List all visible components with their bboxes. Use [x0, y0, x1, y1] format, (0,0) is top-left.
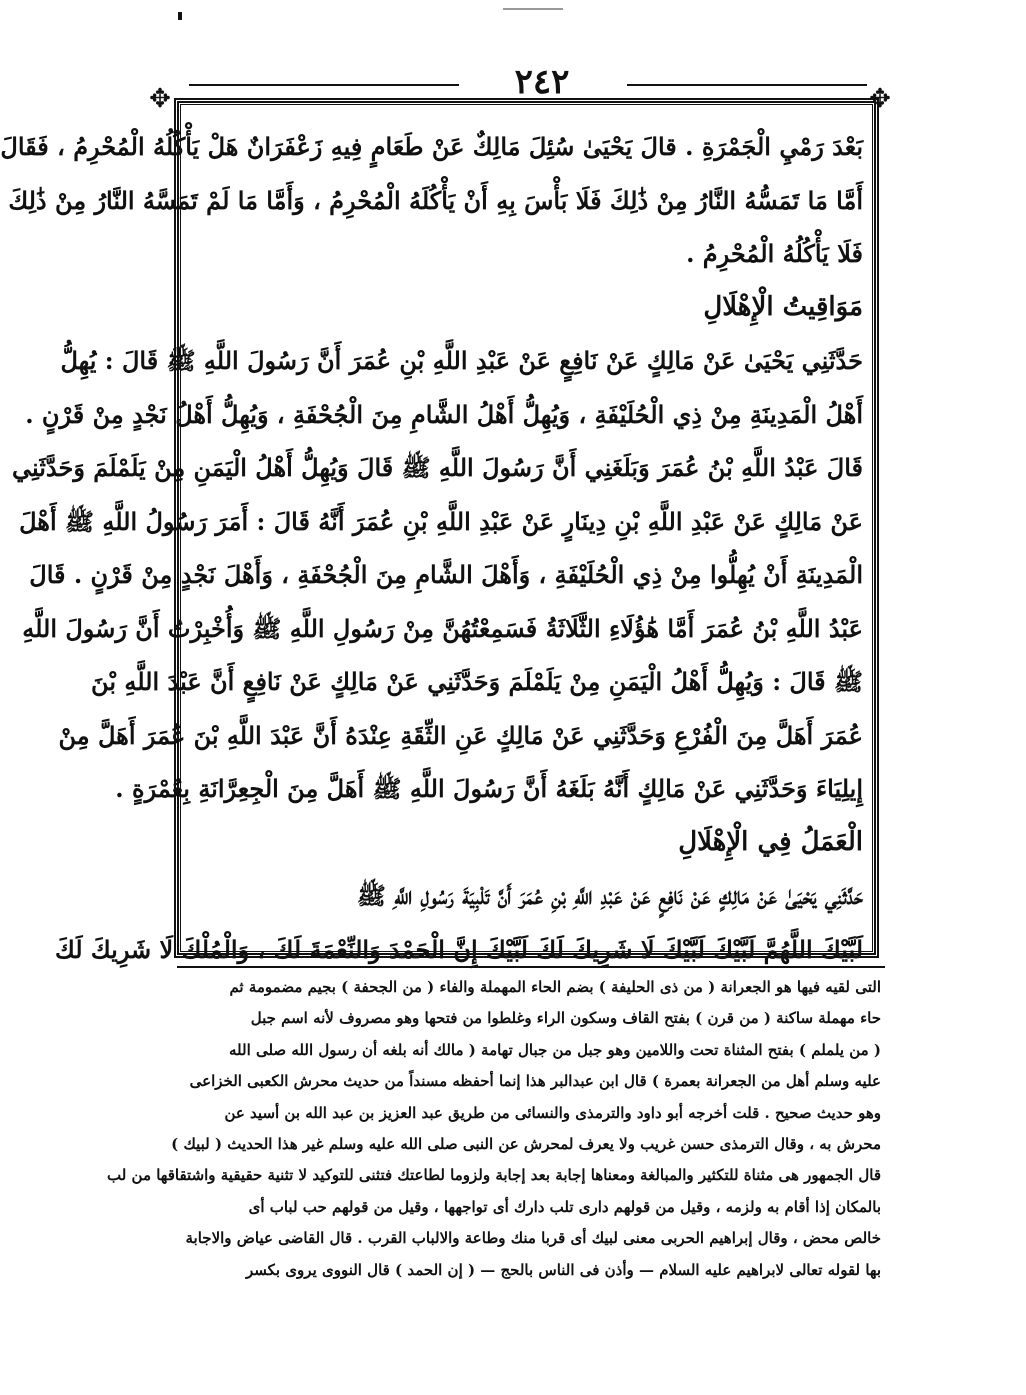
footnote-line: ( من يلملم ) بفتح المثناة تحت واللامين وهو جبل من جبال تهامة ( مالك أنه بلغه أن رسول الله صلى الله	[228, 1040, 881, 1059]
footnote-line: التى لقيه فيها هو الجعرانة ( من ذى الحليفة ) بضم الحاء المهملة والفاء ( من الجحفة ) بجيم مضمومة ثم	[229, 978, 881, 996]
footnote-divider	[177, 966, 885, 968]
ornament-corner-top-right: ✥	[869, 84, 891, 114]
text-line: الْمَدِينَةِ أَنْ يُهِلُّوا مِنْ ذِي الْحُلَيْفَةِ ، وَأَهْلَ الشَّامِ مِنَ الْجُحْفَةِ ، وَأَهْلَ نَجْدٍ مِنْ قَرْنٍ . قَالَ	[29, 560, 863, 589]
text-line: عَنْ مَالِكٍ عَنْ عَبْدِ اللَّهِ بْنِ دِينَارٍ عَنْ عَبْدِ اللَّهِ بْنِ عُمَرَ أَنَّهُ قَالَ : أَمَرَ رَسُولُ اللَّهِ ﷺ أَهْلَ	[19, 506, 863, 536]
footnote-line: وهو حديث صحيح . قلت أخرجه أبو داود والترمذى والنسائى من طريق عبد العزيز بن عبد الله بن أسيد عن	[224, 1103, 881, 1122]
top-scan-mark	[503, 8, 563, 10]
text-line: عُمَرَ أَهَلَّ مِنَ الْفُرْعِ وَحَدَّثَنِي عَنْ مَالِكٍ عَنِ الثِّقَةِ عِنْدَهُ أَنَّ عَبْدَ اللَّهِ بْنَ عُمَرَ أَهَلَّ مِنْ	[58, 720, 863, 750]
text-line: حَدَّثَنِي يَحْيَىٰ عَنْ مَالِكٍ عَنْ نَافِعٍ عَنْ عَبْدِ اللَّهِ بْنِ عُمَرَ أَنَّ تَلْبِيَةَ رَسُولِ اللَّهِ ﷺ	[356, 881, 863, 910]
text-line: إِيلِيَاءَ وَحَدَّثَنِي عَنْ مَالِكٍ أَنَّهُ بَلَغَهُ أَنَّ رَسُولَ اللَّهِ ﷺ أَهَلَّ مِنَ الْجِعِرَّانَةِ بِعُمْرَةٍ .	[115, 774, 863, 803]
text-line: حَدَّثَنِي يَحْيَىٰ عَنْ مَالِكٍ عَنْ نَافِعٍ عَنْ عَبْدِ اللَّهِ بْنِ عُمَرَ أَنَّ رَسُولَ اللَّهِ ﷺ قَالَ : يُهِلُّ	[60, 346, 863, 375]
page-number: ٢٤٢	[514, 62, 570, 102]
text-line: عَبْدُ اللَّهِ بْنُ عُمَرَ أَمَّا هَٰؤُلَاءِ الثَّلَاثَةُ فَسَمِعْتُهُنَّ مِنْ رَسُولِ اللَّهِ ﷺ وَأُخْبِرْتُ أَنَّ رَسُولَ اللَّهِ	[22, 613, 863, 643]
footnote-line: محرش به ، وقال الترمذى حسن غريب ولا يعرف لمحرش عن النبى صلى الله عليه وسلم غير هذا الحديث ( لبيك )	[171, 1134, 881, 1153]
ornament-corner-top-left: ✥	[149, 84, 171, 114]
footnote-line: عليه وسلم أهل من الجعرانة بعمرة ) قال ابن عبدالبر هذا إنما أحفظه مسنداً من حديث محرش الكعبى الخزاعى	[189, 1072, 881, 1091]
footnotes	[107, 972, 881, 1286]
footnote-line: قال الجمهور هى مثناة للتكثير والمبالغة ومعناها إجابة بعد إجابة ولزوما لطاعتك فتثنى للتوكيد لا تثنية حقيقية واشتقاقها من لب	[107, 1166, 881, 1185]
text-line: ﷺ قَالَ : وَيُهِلُّ أَهْلُ الْيَمَنِ مِنْ يَلَمْلَمَ وَحَدَّثَنِي عَنْ مَالِكٍ عَنْ نَافِعٍ أَنَّ عَبْدَ اللَّهِ بْنَ	[91, 667, 863, 696]
header-rule-right	[627, 84, 867, 86]
header-rule-left	[189, 84, 459, 86]
text-line: أَمَّا مَا تَمَسُّهُ النَّارُ مِنْ ذَٰلِكَ فَلَا بَأْسَ بِهِ أَنْ يَأْكُلَهُ الْمُحْرِمُ ، وَأَمَّا مَا لَمْ تَمَسَّهُ النَّارُ مِنْ ذَٰلِكَ	[8, 185, 863, 215]
text-line: قَالَ عَبْدُ اللَّهِ بْنُ عُمَرَ وَبَلَغَنِي أَنَّ رَسُولَ اللَّهِ ﷺ قَالَ وَيُهِلُّ أَهْلُ الْيَمَنِ مِنْ يَلَمْلَمَ وَحَدَّثَنِي	[12, 453, 863, 482]
footnote-line: حاء مهملة ساكنة ( من قرن ) بفتح القاف وسكون الراء وغلطوا من فتحها وهو مصروف لأنه اسم جبل	[250, 1009, 881, 1028]
main-text	[0, 120, 863, 976]
footnote-line: بالمكان إذا أقام به ولزمه ، وقيل من قولهم دارى تلب دارك أى تواجهها ، وقيل من قولهم حب لباب أى	[248, 1197, 881, 1216]
text-line: أَهْلُ الْمَدِينَةِ مِنْ ذِي الْحُلَيْفَةِ ، وَيُهِلُّ أَهْلُ الشَّامِ مِنَ الْجُحْفَةِ ، وَيُهِلُّ أَهْلُ نَجْدٍ مِنْ قَرْنٍ .	[25, 399, 863, 429]
section-heading: مَوَاقِيتُ الْإِهْلَالِ	[703, 291, 863, 322]
text-line: لَبَّيْكَ اللَّهُمَّ لَبَّيْكَ لَبَّيْكَ لَا شَرِيكَ لَكَ لَبَّيْكَ إِنَّ الْحَمْدَ وَالنِّعْمَةَ لَكَ ، وَالْمُلْكَ لَا شَرِيكَ لَكَ	[55, 934, 863, 964]
text-line: فَلَا يَأْكُلُهُ الْمُحْرِمُ .	[686, 239, 863, 268]
footnote-line: بها لقوله تعالى لابراهيم عليه السلام — وأذن فى الناس بالحج — ( إن الحمد ) قال النووى يروى بكسر	[245, 1260, 881, 1279]
section-heading: الْعَمَلُ فِي الْإِهْلَالِ	[678, 826, 863, 857]
text-line: بَعْدَ رَمْيِ الْجَمْرَةِ . قالَ يَحْيَىٰ سُئِلَ مَالِكٌ عَنْ طَعَامٍ فِيهِ زَعْفَرَانٌ هَلْ يَأْكُلُهُ الْمُحْرِمُ ، فَقَالَ	[0, 132, 863, 161]
footnote-line: خالص محض ، وقال إبراهيم الحربى معنى لبيك أى قربا منك وطاعة والالباب القرب . قال القاضى عياض والاجابة	[185, 1229, 881, 1248]
scan-dot	[178, 12, 182, 20]
